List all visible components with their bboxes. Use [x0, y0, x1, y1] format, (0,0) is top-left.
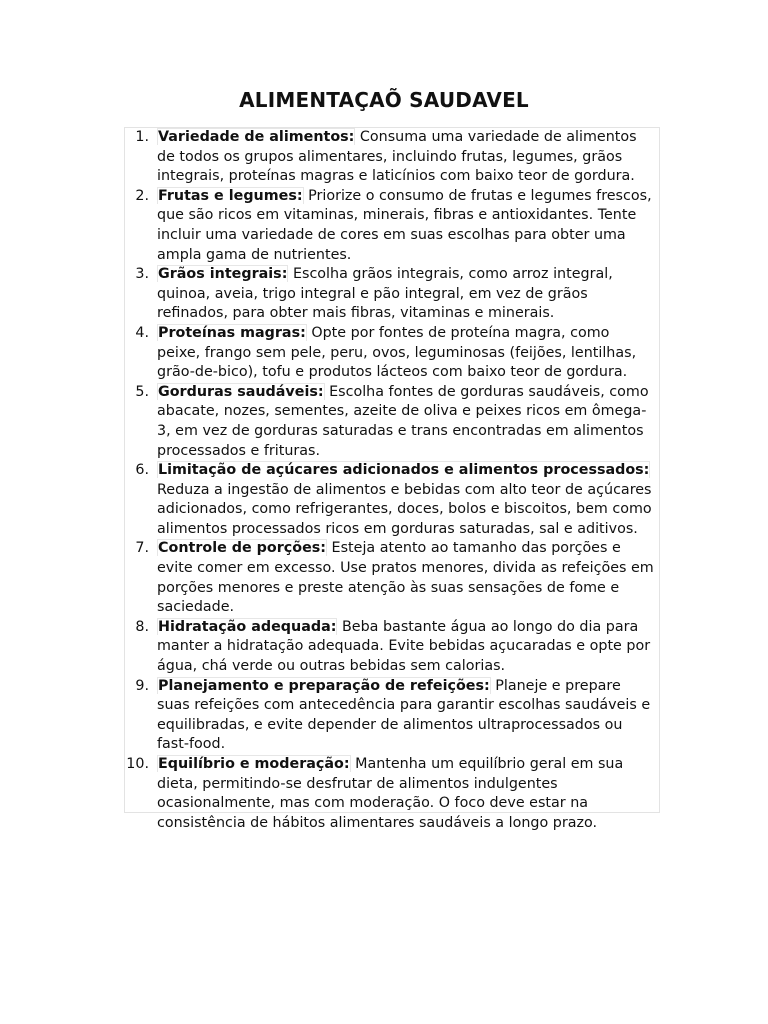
list-item	[125, 461, 655, 539]
item-text: Escolha fontes de gorduras saudáveis, como abacate, nozes, sementes, azeite de oliva e peixes ricos em ômega-3, em vez de gorduras saturadas e trans encontradas em alimentos processados e frituras.	[157, 383, 649, 459]
item-number: 9.	[135, 677, 149, 694]
item-number: 5.	[135, 383, 149, 400]
item-text: Planeje e prepare suas refeições com antecedência para garantir escolhas saudáveis e equilibradas, e evite depender de alimentos ultraprocessados ou fast-food.	[157, 677, 651, 753]
item-term: Variedade de alimentos:	[158, 129, 355, 145]
item-term: Hidratação adequada:	[158, 618, 337, 635]
item-text: Beba bastante água ao longo do dia para manter a hidratação adequada. Evite bebidas açucaradas e opte por água, chá verde ou outras bebidas sem calorias.	[157, 618, 651, 675]
page-title: ALIMENTAÇAÕ SAUDAVEL	[239, 88, 529, 112]
item-number: 6.	[135, 462, 149, 479]
item-text: Priorize o consumo de frutas e legumes frescos, que são ricos em vitaminas, minerais, fibras e antioxidantes. Tente incluir uma variedade de cores em suas escolhas para obter uma ampla gama de nutrientes.	[157, 187, 652, 263]
item-term: Proteínas magras:	[158, 324, 306, 341]
item-term: Limitação de açúcares adicionados e alimentos processados:	[158, 462, 650, 479]
item-number: 7.	[135, 540, 149, 557]
item-term: Frutas e legumes:	[158, 187, 303, 204]
item-term: Planejamento e preparação de refeições:	[158, 677, 490, 694]
item-number: 8.	[135, 618, 149, 635]
item-term: Controle de porções:	[158, 540, 327, 557]
list-item	[125, 677, 655, 755]
tips-list	[125, 128, 661, 833]
item-text: Esteja atento ao tamanho das porções e evite comer em excesso. Use pratos menores, divida as refeições em porções menores e preste atenção às suas sensações de fome e saciedade.	[157, 540, 654, 616]
list-item	[125, 539, 655, 617]
list-item	[125, 618, 655, 677]
item-term: Gorduras saudáveis:	[158, 383, 324, 400]
item-text: Opte por fontes de proteína magra, como peixe, frango sem pele, peru, ovos, leguminosas (feijões, lentilhas, grão-de-bico), tofu e produtos lácteos com baixo teor de gordura.	[157, 324, 637, 381]
item-term: Grãos integrais:	[158, 266, 288, 283]
list-item	[125, 755, 655, 833]
item-term: Equilíbrio e moderação:	[158, 756, 350, 772]
item-number: 10.	[126, 756, 149, 772]
tips-list-container	[124, 127, 660, 831]
item-text: Reduza a ingestão de alimentos e bebidas com alto teor de açúcares adicionados, como refrigerantes, doces, bolos e biscoitos, bem como alimentos processados ricos em gorduras saturadas, sal e aditivos.	[157, 481, 652, 537]
item-number: 2.	[135, 187, 149, 204]
item-text: Escolha grãos integrais, como arroz integral, quinoa, aveia, trigo integral e pão integral, em vez de grãos refinados, para obter mais fibras, vitaminas e minerais.	[157, 266, 613, 322]
item-number: 4.	[135, 324, 149, 341]
item-number: 1.	[135, 129, 149, 145]
item-number: 3.	[135, 266, 149, 283]
list-item	[125, 265, 655, 324]
list-item	[125, 187, 655, 265]
item-text: Mantenha um equilíbrio geral em sua dieta, permitindo-se desfrutar de alimentos indulgentes ocasionalmente, mas com moderação. O foco deve estar na consistência de hábitos alimentares saudáveis a longo prazo.	[157, 756, 624, 831]
list-item	[125, 383, 655, 461]
list-item	[125, 324, 655, 383]
list-item	[125, 128, 655, 187]
item-text: Consuma uma variedade de alimentos de todos os grupos alimentares, incluindo frutas, legumes, grãos integrais, proteínas magras e laticínios com baixo teor de gordura.	[157, 129, 637, 185]
